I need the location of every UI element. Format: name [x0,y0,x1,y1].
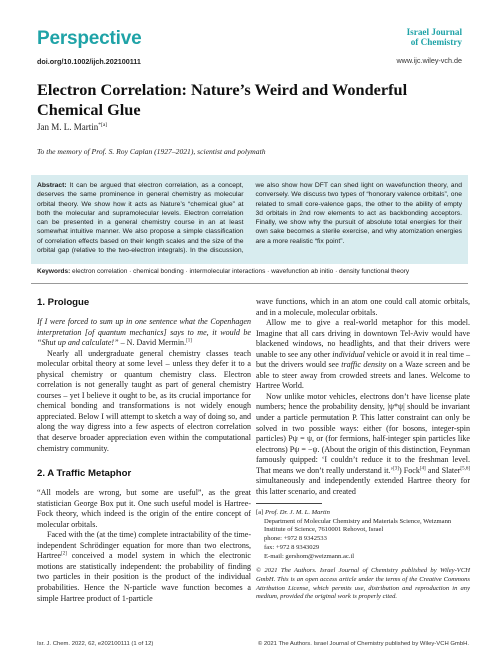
journal-website-link[interactable]: www.ijc.wiley-vch.de [396,56,462,65]
abstract-text: It can be argued that electron correlation, as a concept, deserves the same prominence in general chemistry as molecular orbital theory. We show how it acts as Nature’s “chemical glue” at both the molecular and supramolecular levels. Electron correlation can be presented in a general chemistry course in an at least somewhat intuitive manner. We also propose a simple classification of correlation effects based on their length scales and the size of the orbital gap (relative to the two-electron integrals). In the discussion, we also show how DFT can shed light on wavefunction theory, and conversely. We discuss two types of “honorary valence orbitals”, one related to small core-valence gaps, the other to the ability of empty 3d orbitals in 2nd row elements to act as backbonding acceptors. Finally, we show why the pursuit of absolute total energies for their own sake becomes a sterile exercise, and why atomization energies are a more realistic “fix point”. [37,182,462,254]
paragraph-text: Now unlike motor vehicles, electrons don’t have license plate numbers; hence the probability density, |ψ*ψ| should be invariant under a particle permutation P. This latter constraint can only be solved in two possible ways: either (for bosons, integer-spin particles) Pψ = ψ, or (for fermions, half-integer spin particles like electrons) Pψ = −ψ. (About the origin of this distinction, Feynman famously quipped: ‘I couldn’t reduce it to the freshman level. That means we don’t really understand it.’ [256,391,470,475]
paragraph: “All models are wrong, but some are useful”, as the great statistician George Box put it. One such useful model is Hartree-Fock theory, which indeed is the origin of the entire concept of molecular orbitals. [37,488,251,529]
copyright-notice: © 2021 The Authors. Israel Journal of Chemistry published by Wiley-VCH GmbH. This is an open access article under the terms of the Creative Commons Attribution License, which permits use, distribution and reproduction in any medium, provided the original work is properly cited. [256,567,470,601]
section-label: Perspective [37,28,142,49]
reference-link[interactable]: [3] [393,466,399,472]
footnote-email-link[interactable]: E-mail: gershom@weizmann.ac.il [264,552,355,560]
paragraph-text: and Slater [425,465,461,475]
epigraph [37,317,251,349]
journal-name-line1: Israel Journal [406,27,462,37]
footnote-author [256,509,470,518]
paragraph-text: on a Waze screen and be able to steer away from crowded streets and lanes. Welcome to Hartree World. [256,360,470,391]
paragraph [256,392,470,497]
footer-citation: Isr. J. Chem. 2022, 62, e202100111 (1 of 12) [37,641,154,647]
doi-link[interactable]: doi.org/10.1002/ijch.202100111 [37,57,141,66]
section-heading-traffic-metaphor: 2. A Traffic Metaphor [37,468,132,480]
keywords-label: Keywords: [37,268,71,275]
left-column [37,297,251,604]
author-affiliation-mark[interactable]: *[a] [98,122,108,128]
emphasis: traffic density [341,360,387,370]
paragraph [37,530,251,604]
paragraph-text: conceived a model system in which the electronic motions are statistically independent: the probability of finding two particles in their position is the product of the individual probabilities. Hence the N-particle wave function becomes a simple Hartree product of 1-particle [37,551,251,603]
reference-link[interactable]: [5,6] [460,466,470,472]
right-column [256,297,470,497]
paragraph-text: Allow me to give a real-world metaphor for this model. Imagine that all cars driving in downtown Tel-Aviv would have blackened windows, no headlights, and that their drivers were unable to see any other [256,318,470,359]
page-header [37,28,462,70]
section-heading-prologue: 1. Prologue [37,297,90,308]
abstract-label: Abstract: [37,182,67,189]
divider [31,283,468,284]
footnote-department: Department of Molecular Chemistry and Materials Science, Weizmann Institute of Science, 7610001 Rehovot, Israel [264,517,452,534]
reference-link[interactable]: [2] [61,551,67,557]
keywords-text: electron correlation · chemical bonding · intermolecular interactions · wavefunction ab initio · density functional theory [72,268,410,275]
keywords [37,268,467,275]
paragraph-text: Faced with the (at the time) complete intractability of the time-independent Schrödinger equation for more than two electrons, Hartree [37,530,251,561]
article-title: Electron Correlation: Nature’s Weird and Wonderful Chemical Glue [37,80,408,119]
abstract-box [31,175,468,264]
paragraph-text: vehicle or avoid it in real time – but the drivers would see [256,349,470,370]
epigraph-quote: If I were forced to sum up in one sentence what the Copenhagen interpretation [of quantum mechanics] says to me, it would be “Shut up and calculate!” [37,317,251,348]
paragraph: wave functions, which in an atom one could call atomic orbitals, and in a molecule, molecular orbitals. [256,297,470,317]
epigraph-attribution: – N. David Mermin. [118,338,187,348]
journal-name-line2: of Chemistry [410,36,462,47]
footnote-fax: fax: +972 8 9343029 [264,543,320,551]
footnote-phone: phone: +972 8 9342533 [264,535,327,543]
dedication: To the memory of Prof. S. Roy Caplan (1927–2021), scientist and polymath [37,147,266,156]
paragraph: Nearly all undergraduate general chemistry classes teach molecular orbital theory at some level – unless they defer it to a physical chemistry or quantum chemistry class. Electron correlation is not generally taught as part of general chemistry courses – yet I believe it ought to be, as its crucial importance for chemical bonding and transformations is not widely enough appreciated. Below I will attempt to sketch a way of doing so, and along the way digress into a few aspects of electron correlation that deserve broader appreciation even within the computational chemistry community. [37,348,251,453]
paragraph-text: simultaneously and independently extended Hartree theory for this latter scenario, and created [256,476,470,496]
footnote-mark: [a] [256,509,265,516]
reference-link[interactable]: [1] [186,338,192,344]
author-line [37,122,107,132]
paragraph [256,318,470,392]
footnote-name: Prof. Dr. J. M. L. Martin [264,509,330,516]
journal-logo [407,28,462,48]
emphasis: individual [332,349,365,359]
affiliation-footnote [256,503,470,602]
reference-link[interactable]: [4] [419,466,426,472]
footnote-rule [256,503,322,504]
paragraph-text: ) Fock [398,465,420,475]
author-name: Jan M. L. Martin [37,122,99,132]
footer-copyright: © 2021 The Authors. Israel Journal of Chemistry published by Wiley-VCH GmbH. [257,641,469,647]
